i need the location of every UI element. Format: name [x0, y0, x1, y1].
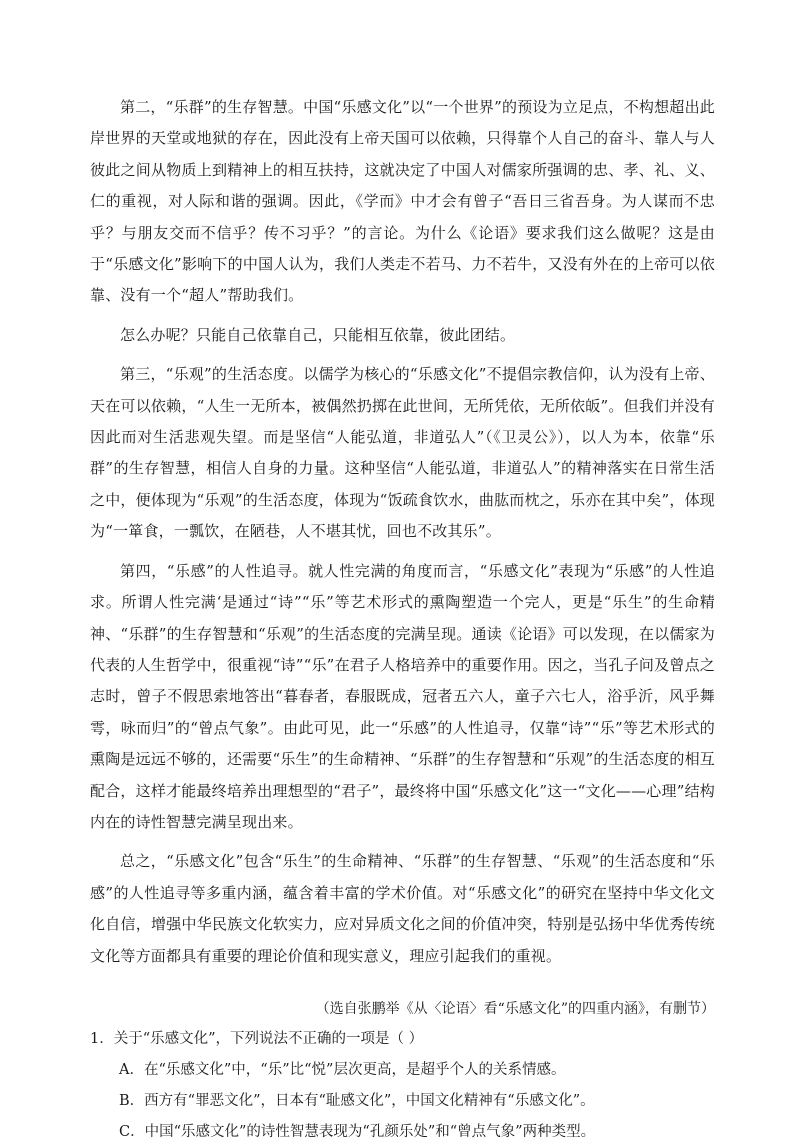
paragraph-fourth-point: 第四，“乐感”的人性追寻。就人性完满的角度而言，“乐感文化”表现为“乐感”的人性追求。所谓人性完满‘是通过“诗”“乐”等艺术形式的熏陶塑造一个完人，更是“乐生”的生命精神、“乐群”的生存智慧和“乐观”的生活态度的完满呈现。通读《论语》可以发现，在以儒家为代表的人生哲学中，很重视“诗”“乐”在君子人格培养中的重要作用。因之，当孔子问及曾点之志时，曾子不假思索地答出“暮春者，春服既成，冠者五六人，童子六七人，浴乎沂，风乎舞雩，咏而归”的“曾点气象”。由此可见，此一“乐感”的人性追寻，仅靠“诗”“乐”等艺术形式的熏陶是远远不够的，还需要“乐生”的生命精神、“乐群”的生存智慧和“乐观”的生活态度的相互配合，这样才能最终培养出理想型的“君子”，最终将中国“乐感文化”这一“文化——心理”结构内在的诗性智慧完满呈现出来。 [90, 561, 715, 831]
paragraph-third-point: 第三，“乐观”的生活态度。以儒学为核心的“乐感文化”不提倡宗教信仰，认为没有上帝、天在可以依赖，“人生一无所本，被偶然扔掷在此世间，无所凭依，无所依皈”。但我们并没有因此而对生活悲观失望。而是坚信“人能弘道，非道弘人”（《卫灵公》），以人为本，依靠“乐群”的生存智慧，相信人自身的力量。这种坚信“人能弘道，非道弘人”的精神落实在日常生活之中，便体现为“乐观”的生活态度，体现为“饭疏食饮水，曲肱而枕之，乐亦在其中矣”，体现为“一箪食，一瓢饮，在陋巷，人不堪其忧，回也不改其乐”。 [90, 365, 715, 541]
question-stem: 1．关于“乐感文化”，下列说法不正确的一项是（ ） [90, 1030, 424, 1047]
paragraph-conclusion: 总之，“乐感文化”包含“乐生”的生命精神、“乐群”的生存智慧、“乐观”的生活态度和“乐感”的人性追寻等多重内涵，蕴含着丰富的学术价值。对“乐感文化”的研究在坚持中华文化文化自信，增强中华民族文化软实力，应对异质文化之间的价值冲突，特别是弘扬中华优秀传统文化等方面都具有重要的理论价值和现实意义，理应引起我们的重视。 [90, 852, 715, 965]
source-citation: （选自张鹏举《从〈论语〉看“乐感文化”的四重内涵》，有删节） [315, 1000, 715, 1017]
question-block [90, 1024, 715, 1148]
paragraph-second-point: 第二，“乐群”的生存智慧。中国“乐感文化”以“一个世界”的预设为立足点，不构想超出此岸世界的天堂或地狱的存在，因此没有上帝天国可以依赖，只得靠个人自己的奋斗、靠人与人彼此之间从物质上到精神上的相互扶持，这就决定了中国人对儒家所强调的忠、孝、礼、义、仁的重视，对人际和谐的强调。因此，《学而》中才会有曾子“吾日三省吾身。为人谋而不忠乎？与朋友交而不信乎？传不习乎？”的言论。为什么《论语》要求我们这么做呢？这是由于“乐感文化”影响下的中国人认为，我们人类走不若马、力不若牛，又没有外在的上帝可以依靠、没有一个“超人”帮助我们。 [90, 98, 715, 305]
paragraph-what-to-do: 怎么办呢？只能自己依靠自己，只能相互依靠，彼此团结。 [120, 325, 516, 344]
document-page [90, 92, 715, 1148]
option-a[interactable]: A．在“乐感文化”中，“乐”比“悦”层次更高，是超乎个人的关系情感。 [119, 1061, 566, 1078]
option-b[interactable]: B．西方有“罪恶文化”，日本有“耻感文化”，中国文化精神有“乐感文化”。 [119, 1092, 595, 1109]
option-c[interactable]: C．中国“乐感文化”的诗性智慧表现为“孔颜乐处”和“曾点气象”两种类型。 [119, 1123, 596, 1140]
